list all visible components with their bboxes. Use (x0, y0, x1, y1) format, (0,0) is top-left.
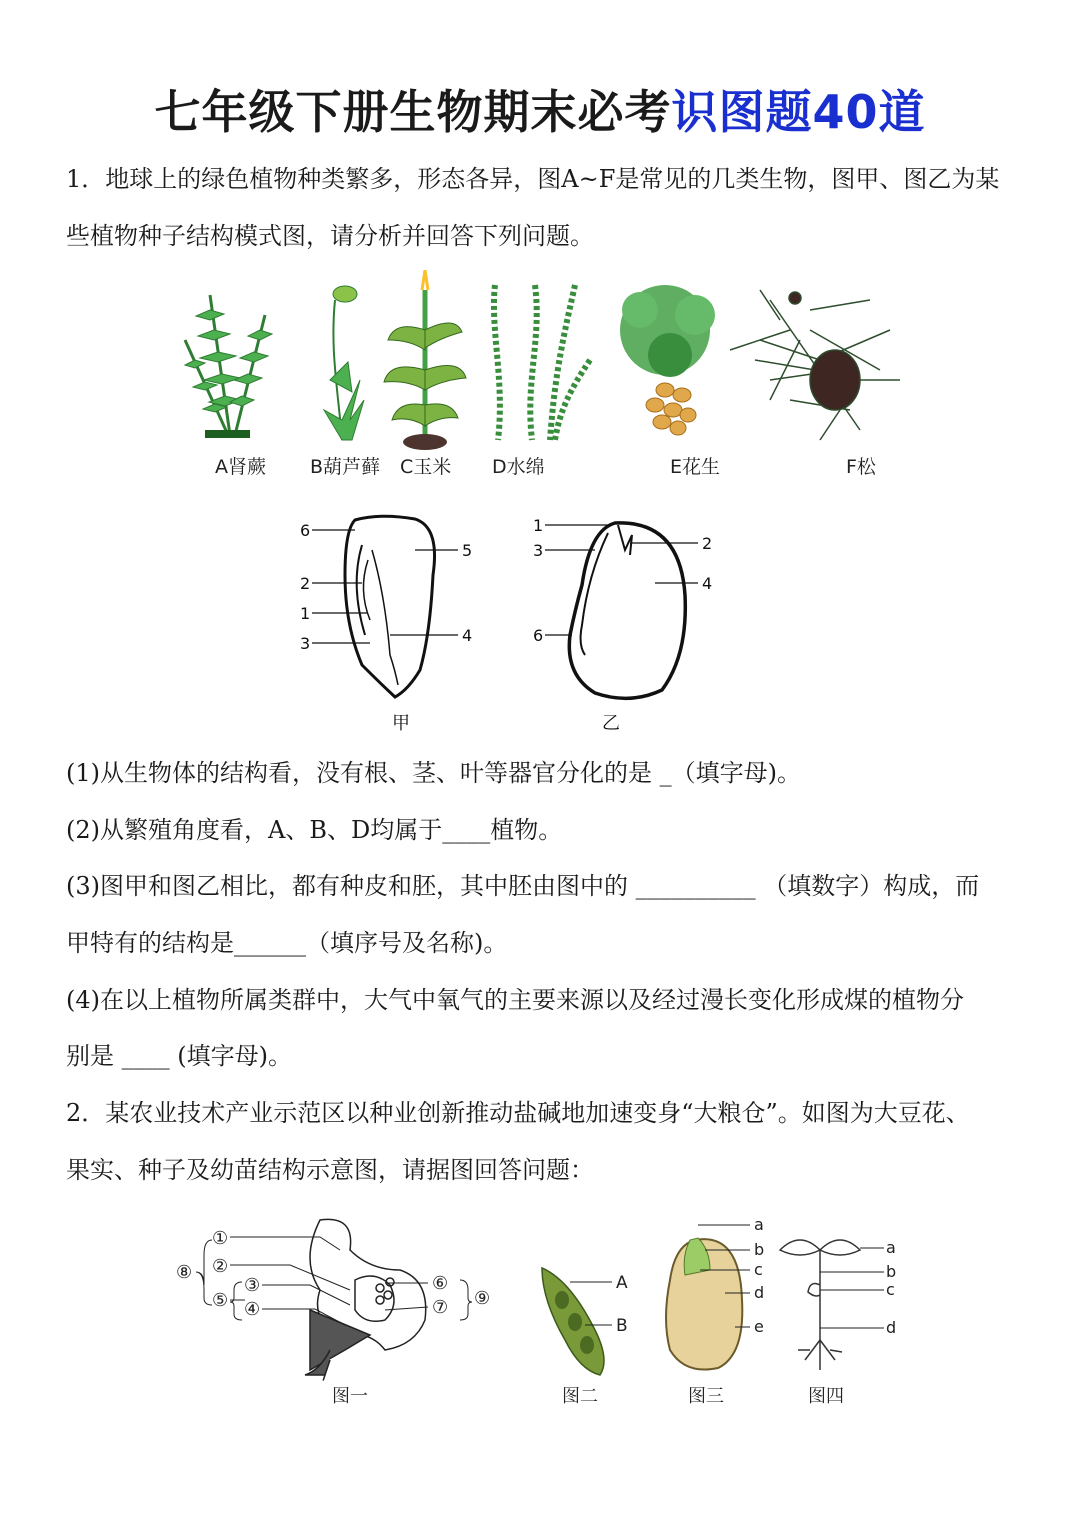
flower-label-1: ① (212, 1228, 229, 1249)
q1-sub4-line1: (4)在以上植物所属类群中，大气中氧气的主要来源以及经过漫长变化形成煤的植物分 (66, 986, 964, 1014)
seed3-label-c: c (754, 1260, 763, 1279)
seed-yi-label-4: 4 (702, 574, 713, 593)
seed-yi-label-1: 1 (533, 516, 544, 535)
seedling-label-b: b (886, 1262, 897, 1281)
seedling-diagram (780, 1240, 860, 1370)
seed3-label-e: e (754, 1317, 764, 1336)
seed-structure-figure (290, 505, 730, 740)
flower-diagram (305, 1219, 426, 1380)
page-title (0, 76, 1080, 142)
seed-jia-label-6: 6 (300, 521, 311, 540)
flower-label-9: ⑨ (474, 1288, 491, 1309)
pod-label-a: A (616, 1273, 628, 1293)
flower-label-2: ② (212, 1256, 229, 1277)
flower-label-4: ④ (244, 1299, 261, 1320)
q1-sub3-line2: 甲特有的结构是______（填序号及名称)。 (66, 929, 508, 957)
fig2-caption: 图二 (562, 1386, 598, 1407)
fig1-caption: 图一 (332, 1386, 368, 1407)
plant-label-e: E花生 (670, 456, 721, 478)
q2-intro-line1: 2．某农业技术产业示范区以种业创新推动盐碱地加速变身“大粮仓”。如图为大豆花、 (66, 1099, 970, 1127)
peanut-illustration (620, 285, 715, 435)
title-highlight: 识图题40道 (671, 85, 926, 139)
flower-label-7: ⑦ (432, 1297, 449, 1318)
moss-illustration (324, 286, 364, 440)
seed-jia-diagram (345, 516, 435, 697)
fern-illustration (185, 295, 272, 438)
plant-label-d: D水绵 (492, 456, 545, 478)
flower-label-8: ⑧ (176, 1262, 193, 1283)
fig3-caption: 图三 (688, 1386, 724, 1407)
seed-yi-label-6: 6 (533, 626, 544, 645)
plant-label-a: A肾蕨 (215, 456, 266, 478)
flower-label-3: ③ (244, 1275, 261, 1296)
seed-jia-label-3: 3 (300, 634, 311, 653)
q1-sub1: (1)从生物体的结构看，没有根、茎、叶等器官分化的是 _（填字母)。 (66, 759, 801, 787)
seedling-label-c: c (886, 1280, 895, 1299)
q1-sub3-line1: (3)图甲和图乙相比，都有种皮和胚，其中胚由图中的 __________ （填数字）构成，而 (66, 872, 980, 900)
plant-label-f: F松 (846, 456, 876, 478)
seed-yi-label-3: 3 (533, 541, 544, 560)
soybean-figure (170, 1210, 930, 1415)
flower-label-6: ⑥ (432, 1273, 449, 1294)
pine-illustration (730, 290, 900, 440)
seed-jia-label-5: 5 (462, 541, 473, 560)
seed-yi-diagram (569, 523, 685, 698)
seed3-label-b: b (754, 1240, 765, 1259)
q1-sub4-line2: 别是 ____ (填字母)。 (66, 1042, 292, 1070)
fig4-caption: 图四 (808, 1386, 844, 1407)
seed-jia-label-1: 1 (300, 604, 311, 623)
title-main: 七年级下册生物期末必考 (154, 85, 672, 139)
q1-intro-line1: 1．地球上的绿色植物种类繁多，形态各异，图A~F是常见的几类生物，图甲、图乙为某 (66, 165, 1000, 193)
seed-jia-caption: 甲 (392, 713, 410, 734)
soybean-seed-diagram (666, 1238, 742, 1370)
seed3-label-a: a (754, 1215, 764, 1234)
pod-label-b: B (616, 1316, 628, 1336)
q2-intro-line2: 果实、种子及幼苗结构示意图，请据图回答问题： (66, 1156, 594, 1184)
plant-label-b: B葫芦藓 (310, 456, 381, 478)
seed-yi-caption: 乙 (602, 713, 620, 734)
q1-intro-line2: 些植物种子结构模式图，请分析并回答下列问题。 (66, 222, 594, 250)
seedling-label-d: d (886, 1318, 897, 1337)
seedling-label-a: a (886, 1238, 896, 1257)
corn-illustration (384, 270, 466, 450)
seed-jia-label-2: 2 (300, 574, 311, 593)
seed3-label-d: d (754, 1283, 765, 1302)
seed-yi-label-2: 2 (702, 534, 713, 553)
flower-label-5: ⑤ (212, 1290, 229, 1311)
plant-label-c: C玉米 (400, 456, 452, 478)
spirogyra-illustration (494, 285, 590, 440)
plants-figure (170, 270, 930, 485)
seed-jia-label-4: 4 (462, 626, 473, 645)
q1-sub2: (2)从繁殖角度看，A、B、D均属于____植物。 (66, 816, 563, 844)
pod-diagram (542, 1268, 604, 1375)
